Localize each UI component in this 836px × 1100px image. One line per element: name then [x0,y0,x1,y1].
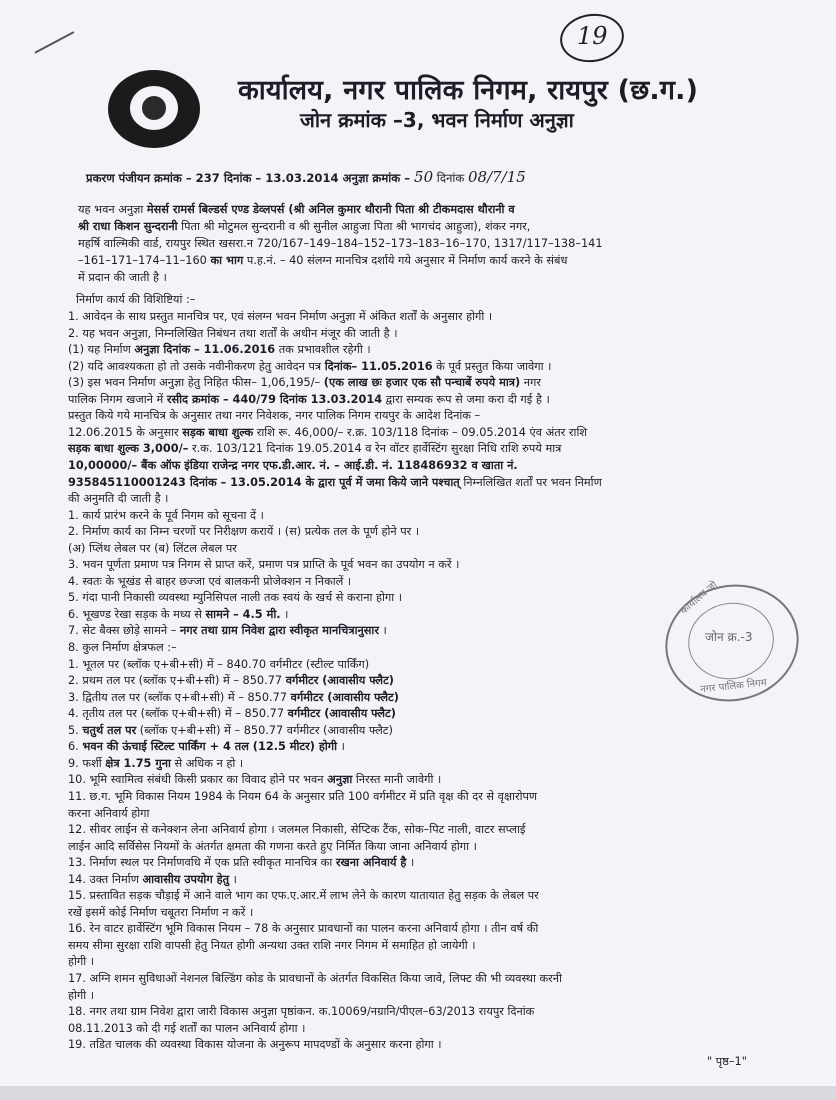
condition-text-a: 3. द्वितीय तल पर (ब्लॉक ए+बी+सी) में – 850.77 [68,690,291,704]
condition-line [68,905,253,920]
condition-line [68,888,539,903]
condition-line [68,640,177,655]
condition-line [68,839,477,854]
condition-line [68,789,537,804]
condition-text-a: 4. तृतीय तल पर (ब्लॉक ए+बी+सी) में – 850.77 [68,707,288,721]
condition-text-c: । [406,856,415,870]
condition-text-a: 3. भवन पूर्णता प्रमाण पत्र निगम से प्राप्त करें, प्रमाण पत्र प्राप्ति के पूर्व भवन का उपयोग न करें । [68,558,460,572]
condition-text-b: रसीद क्रमांक – 440/79 दिनांक 13.03.2014 [166,392,383,406]
condition-line [68,657,369,672]
condition-text-a: 1. कार्य प्रारंभ करने के पूर्व निगम को सूचना दें । [68,508,264,522]
condition-text-a: 5. गंदा पानी निकासी व्यवस्था म्युनिसिपल नाली तक स्वयं के खर्च से कराना होगा । [68,591,403,605]
condition-text-b: भवन की ऊंचाई स्टिल्ट पार्किंग + 4 तल (12.5 मीटर) होगी [82,740,338,754]
condition-text-a: 14. उक्त निर्माण [68,872,143,886]
condition-line [68,342,371,357]
condition-text-c: निरस्त मानी जावेगी । [352,773,442,787]
condition-text-a: करना अनिवार्य होगा [68,806,150,820]
intro-text-a: महर्षि वाल्मिकी वार्ड, रायपुर स्थित खसरा.न 720/167–149–184–152–173–183–16–170, 1317/117–138–141 [78,237,603,250]
condition-text-b: 935845110001243 दिनांक – 13.05.2014 के द्वारा पूर्व में जमा किये जाने पश्चात् [68,475,460,489]
condition-text-c: तक प्रभावशील रहेगी । [275,343,371,357]
condition-text-c: निम्नलिखित शर्तों पर भवन निर्माण [459,475,602,489]
condition-text-a: 6. [68,740,83,754]
condition-line [68,326,397,341]
condition-text-c: राशि रू. 46,000/– र.क्र. 103/118 दिनांक – 09.05.2014 एंव अंतर राशि [253,425,588,439]
condition-text-a: पालिक निगम खजाने में [68,392,167,406]
condition-line [68,954,94,969]
condition-line [68,408,480,423]
condition-line [68,458,518,473]
intro-text-b: का भाग [210,254,244,267]
condition-text-b: नगर तथा ग्राम निवेश द्वारा स्वीकृत मानचित्रानुसार [179,624,379,638]
condition-text-a: की अनुमति दी जाती है । [68,492,169,506]
permit-number: 50 [414,168,434,186]
condition-text-a: 17. अग्नि शमन सुविधाओं नेशनल बिल्डिंग कोड के प्रावधानों के अंतर्गत विकसित किया जावे, लिफ्ट की भी व्यवस्था करनी [68,972,562,985]
condition-text-a: 13. निर्माण स्थल पर निर्माणवधि में एक प्रति स्वीकृत मानचित्र का [68,856,336,870]
condition-text-a: 12. सीवर लाईन से कनेक्शन लेना अनिवार्य होगा । जलमल निकासी, सेप्टिक टैंक, सोक–पिट नाली, वाटर सप्लाई [68,823,526,837]
condition-text-b: (एक लाख छः हजार एक सौ पन्चाबें रुपये मात्र) [323,376,521,390]
condition-text-a: 2. निर्माण कार्य का निम्न चरणों पर निरीक्षण करायें । (स) प्रत्येक तल के पूर्ण होने पर । [68,525,420,539]
condition-text-a: (1) यह निर्माण [68,343,135,357]
condition-text-c: । [337,740,345,754]
spec-heading: निर्माण कार्य की विशिष्टियां :– [76,293,196,306]
condition-text-a: प्रस्तुत किये गये मानचित्र के अनुसार तथा नगर निवेशक, नगर पालिक निगम रायपुर के आदेश दिनांक – [68,409,481,423]
condition-text-b: रखना अनिवार्य है [335,856,407,870]
condition-text-c: । [280,607,289,621]
condition-line [68,739,345,754]
condition-line [68,1037,442,1052]
condition-line [68,541,237,556]
intro-text-a: में प्रदान की जाती है । [78,271,167,284]
condition-line [68,772,441,787]
condition-text-a: 15. प्रस्तावित सड़क चौड़ाई में आने वाले भाग का एफ.ए.आर.में लाभ लेने के कारण यातायात हेतु सड़क के लेबल पर [68,889,539,903]
intro-text-a: यह भवन अनुज्ञा [78,203,147,216]
condition-text-c: से अधिक न हो । [170,756,244,770]
condition-line [68,971,562,986]
condition-line [68,690,399,705]
condition-text-a: 1. भूतल पर (ब्लॉक ए+बी+सी) में – 840.70 वर्गमीटर (स्टील्ट पार्किंग) [68,657,370,671]
condition-text-a: 6. भूखण्ड रेखा सड़क के मध्य से [68,607,206,621]
condition-text-a: 8. कुल निर्माण क्षेत्रफल :– [68,641,177,654]
condition-line [68,706,396,721]
condition-text-b: वर्गमीटर (आवासीय फ्लैट) [285,674,394,688]
condition-line [68,756,243,771]
condition-text-b: 10,00000/– बैंक ऑफ इंडिया राजेन्द्र नगर एफ.डी.आर. नं. – आई.डी. नं. 118486932 व खाता नं. [68,458,518,472]
condition-line [68,441,561,456]
condition-text-a: 12.06.2015 के अनुसार [68,425,183,439]
condition-line [68,806,149,821]
intro-line [78,270,167,285]
intro-line [78,236,603,251]
condition-line [68,359,551,374]
condition-text-c: । [378,624,387,638]
condition-text-b: सड़क बाधा शुल्क [182,425,254,439]
condition-line [68,508,264,523]
condition-text-a: 7. सेट बैक्स छोड़े सामने – [68,624,180,638]
condition-text-b: सामने – 4.5 मी. [205,607,281,621]
condition-line [68,590,402,605]
condition-text-c: (ब्लॉक ए+बी+सी) में – 850.77 वर्गमीटर (आवासीय फ्लैट) [136,723,393,737]
condition-text-c: । [229,872,237,886]
condition-text-a: (2) यदि आवश्यकता हो तो उसके नवीनीकरण हेतु आवेदन पत्र [68,359,325,373]
condition-text-a: 16. रेन वाटर हार्वेस्टिंग भूमि विकास नियम – 78 के अनुसार प्रावधानों का पालन करना अनिवार्य होगा । तीन वर्ष की [68,922,539,936]
condition-line [68,309,492,324]
condition-line [68,822,525,837]
stamp-center-text: जोन क्र.-3 [705,630,753,644]
condition-line [68,623,387,638]
condition-line [68,392,550,407]
condition-text-a: 4. स्वतः के भूखंड से बाहर छज्जा एवं बालकनी प्रोजेक्शन न निकालें । [68,574,352,588]
condition-text-b: अनुज्ञा [327,773,353,787]
condition-text-a: 11. छ.ग. भूमि विकास नियम 1984 के नियम 64 के अनुसार प्रति 100 वर्गमीटर में प्रति वृक्ष की दर से वृक्षारोपण [68,789,538,803]
intro-text-b: मेसर्स रामर्स बिल्डर्स एण्ड डेव्लपर्स (श्री अनिल कुमार थौरानी पिता श्री टीकमदास थौरानी व [146,203,515,216]
condition-text-b: वर्गमीटर (आवासीय फ्लैट) [287,707,396,721]
condition-text-a: (अ) प्लिंथ लेबल पर (ब) लिंटल लेबल पर [68,541,237,555]
condition-text-a: 2. यह भवन अनुज्ञा, निम्नलिखित निबंधन तथा शर्तों के अधीन मंजूर की जाती है । [68,326,398,340]
condition-text-a: लाईन आदि सर्विसेस नियमों के अंतर्गत क्षमता की गणना करते हुए निर्मित किया जाना अनिवार्य होगा । [68,839,477,853]
condition-text-b: दिनांक– 11.05.2016 [324,359,433,373]
condition-text-a: रखें इसमें कोई निर्माण चबूतरा निर्माण न करें । [68,905,254,919]
condition-text-a: (3) इस भवन निर्माण अनुज्ञा हेतु निहित फीस– 1,06,195/– [68,376,324,390]
intro-line [78,202,515,217]
office-subtitle: जोन क्रमांक –3, भवन निर्माण अनुज्ञा [300,108,574,132]
condition-line [68,1021,305,1036]
condition-line [68,425,587,440]
page-number: 19 [577,22,608,50]
condition-line [68,524,419,539]
condition-text-a: 10. भूमि स्वामित्व संबंधी किसी प्रकार का विवाद होने पर भवन [68,773,328,787]
condition-text-b: क्षेत्र 1.75 गुना [105,756,171,770]
office-title: कार्यालय, नगर पालिक निगम, रायपुर (छ.ग.) [238,75,699,106]
condition-line [68,723,393,738]
condition-line [68,607,288,622]
stamp-top-text: कार्यालय जो [678,579,720,617]
stamp-bottom-text: नगर पालिक निगम [699,677,768,696]
condition-line [68,1004,534,1019]
condition-line [68,557,459,572]
scan-edge [0,1086,836,1100]
condition-text-b: आवासीय उपयोग हेतु [142,872,230,886]
condition-line [68,988,94,1003]
intro-line [78,219,530,234]
condition-text-c: द्वारा सम्यक रूप से जमा करा दी गई है । [382,392,550,406]
condition-text-a: 9. फर्शी [68,756,106,770]
condition-text-a: 5. [68,723,83,737]
condition-line [68,375,541,390]
condition-line [68,938,476,953]
intro-line [78,253,567,268]
condition-line [68,673,394,688]
condition-line [68,855,414,870]
intro-text-b: श्री राधा किशन सुन्दरानी [78,220,178,233]
condition-text-a: 2. प्रथम तल पर (ब्लॉक ए+बी+सी) में – 850.77 [68,674,286,688]
intro-text-c: पिता श्री मोटुमल सुन्दरानी व श्री सुनील आहुजा पिता श्री भागचंद आहुजा), शंकर नगर, [177,220,531,233]
condition-text-a: 18. नगर तथा ग्राम निवेश द्वारा जारी विकास अनुज्ञा पृष्ठांकन. क.10069/नग्रानि/पीएल–63/2013 रायपुर दिनांक [68,1005,535,1019]
condition-text-a: 08.11.2013 को दी गई शर्तों का पालन अनिवार्य होगा । [68,1021,306,1035]
condition-line [68,491,168,506]
condition-text-a: समय सीमा सुरक्षा राशि वापसी हेतु नियत होगी अन्यथा उक्त राशि नगर निगम में समाहित हो जायेगी । [68,938,476,952]
condition-text-b: सड़क बाधा शुल्क 3,000/– [68,442,189,456]
pen-mark [34,31,85,75]
condition-text-c: नगर [520,376,541,390]
condition-line [68,574,351,589]
condition-text-c: र.क. 103/121 दिनांक 19.05.2014 व रेन वॉटर हार्वेस्टिंग सुरक्षा निधि राशि रुपये मात्र [188,442,562,456]
condition-text-b: अनुज्ञा दिनांक – 11.06.2016 [134,343,276,357]
municipal-logo-emblem [142,96,166,120]
reference-prefix: प्रकरण पंजीयन क्रमांक – 237 दिनांक – 13.03.2014 अनुज्ञा क्रमांक – [86,171,415,185]
intro-text-c: प.ह.नं. – 40 संलग्न मानचित्र दर्शाये गये अनुसार में निर्माण कार्य करने के संबंध [243,254,568,267]
condition-line [68,921,538,936]
condition-text-c: के पूर्व प्रस्तुत किया जावेगा । [432,359,552,373]
condition-line [68,872,237,887]
condition-text-a: 1. आवेदन के साथ प्रस्तुत मानचित्र पर, एवं संलग्न भवन निर्माण अनुज्ञा में अंकित शर्तों के अनुसार होगी । [68,310,493,323]
condition-text-b: वर्गमीटर (आवासीय फ्लैट) [290,690,399,704]
reference-line [86,170,526,186]
condition-text-a: 19. तडित चालक की व्यवस्था विकास योजना के अनुरूप मापदण्डों के अनुसार करना होगा । [68,1038,442,1052]
condition-line [68,475,602,490]
date-label: दिनांक [433,171,468,185]
intro-text-a: –161–171–174–11–160 [78,254,211,267]
condition-text-a: होगी । [68,988,95,1002]
permit-date: 08/7/15 [468,168,526,186]
page-footer: " पृष्ठ–1" [707,1055,747,1068]
condition-text-a: होगी । [68,955,95,969]
condition-text-b: चतुर्थ तल पर [82,723,137,737]
